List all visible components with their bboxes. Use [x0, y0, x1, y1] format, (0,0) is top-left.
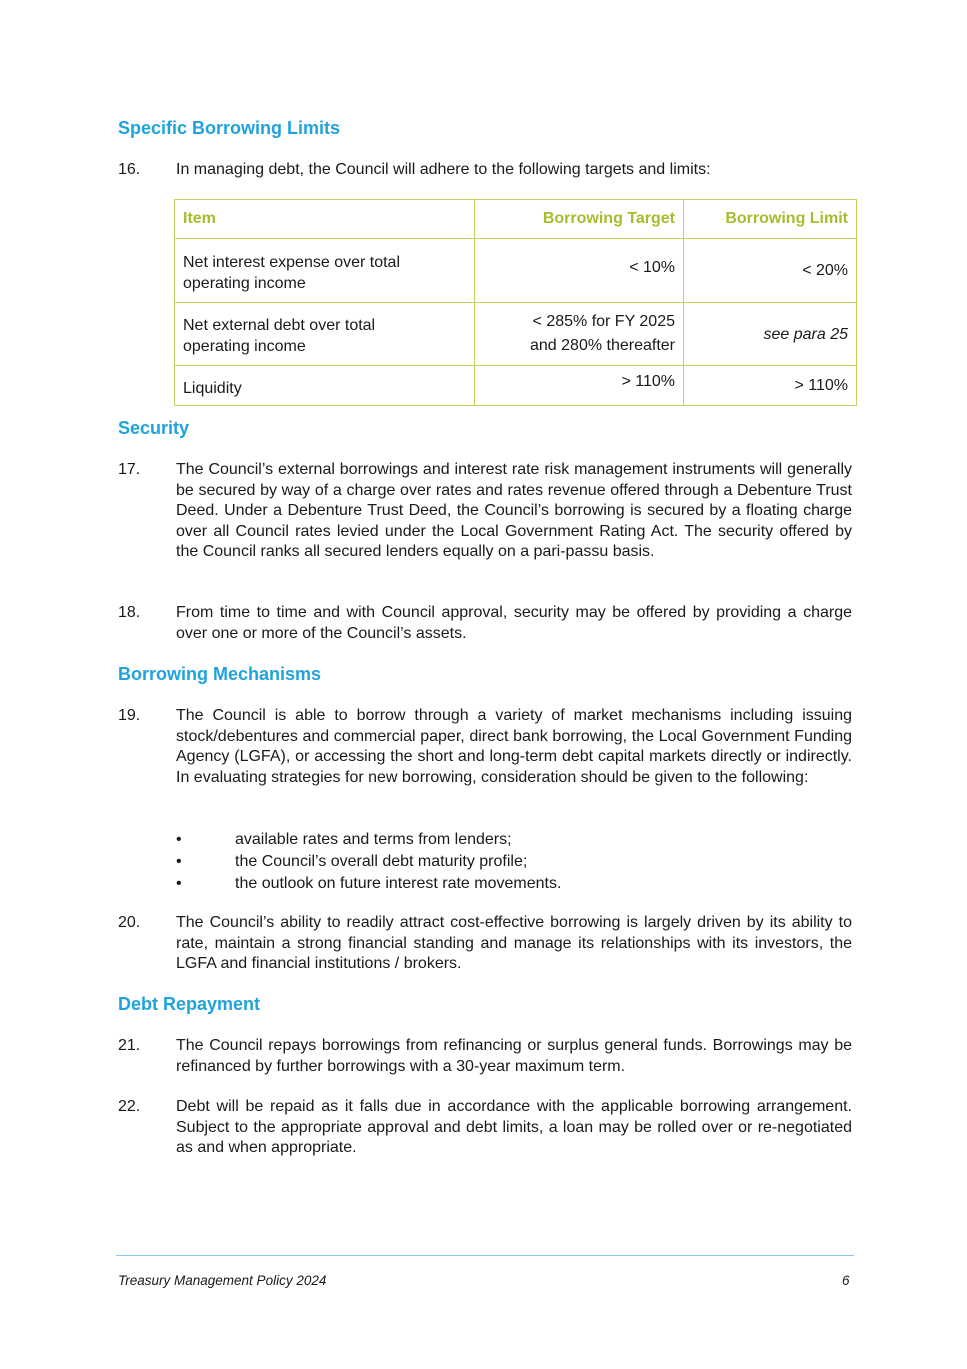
table-cell-item: Liquidity [175, 366, 475, 406]
table-cell-limit: > 110% [684, 366, 857, 406]
paragraph-21 [118, 1036, 852, 1078]
table-cell-limit: see para 25 [684, 303, 857, 366]
table-cell-limit: < 20% [684, 239, 857, 303]
bullet-icon: • [176, 853, 182, 870]
paragraph-text: The Council’s ability to readily attract cost-effective borrowing is largely driven by its ability to rate, maintain a strong financial standing and manage its relationships with its investors, the LGFA and financial institutions / brokers. [176, 914, 852, 973]
paragraph-text: The Council’s external borrowings and interest rate risk management instruments will generally be secured by way of a charge over rates and rates revenue offered through a Debenture Trust Deed. Under a Debenture Trust Deed, the Council’s borrowing is secured by a floating charge over all Council rates levied under the Local Government Rating Act. The security offered by the Council ranks all secured lenders equally on a pari-passu basis. [176, 461, 852, 561]
header-item: Item [175, 200, 475, 239]
table-header-row [175, 200, 857, 239]
paragraph-number: 18. [118, 604, 141, 621]
paragraph-number: 22. [118, 1098, 141, 1115]
paragraph-number: 17. [118, 461, 141, 478]
paragraph-22 [118, 1097, 852, 1161]
header-borrowing-limit: Borrowing Limit [684, 200, 857, 239]
bullet-icon: • [176, 875, 182, 892]
section-heading-security: Security [118, 418, 190, 438]
table-cell-item [175, 239, 475, 303]
table-row [175, 366, 857, 406]
target-text-line: < 285% for FY 2025 [532, 313, 675, 330]
paragraph-text: From time to time and with Council approval, security may be offered by providing a charge over one or more of the Council’s assets. [176, 604, 852, 642]
paragraph-text: In managing debt, the Council will adhere to the following targets and limits: [176, 161, 711, 178]
header-borrowing-target: Borrowing Target [475, 200, 684, 239]
item-text-line: operating income [183, 338, 306, 355]
table-cell-target [475, 303, 684, 366]
paragraph-number: 16. [118, 161, 141, 178]
table-row [175, 239, 857, 303]
paragraph-16 [118, 160, 852, 182]
bullet-text: available rates and terms from lenders; [235, 831, 512, 848]
table-cell-target: < 10% [475, 239, 684, 303]
paragraph-text: Debt will be repaid as it falls due in accordance with the applicable borrowing arrangement. Subject to the appropriate approval and debt limits, a loan may be rolled over or re-negotiated as and when appropriate. [176, 1098, 852, 1157]
section-heading-specific-borrowing-limits: Specific Borrowing Limits [118, 118, 341, 138]
table-cell-item [175, 303, 475, 366]
item-text-line: operating income [183, 274, 306, 292]
borrowing-limits-table [174, 199, 857, 406]
table-cell-target: > 110% [475, 366, 684, 406]
section-heading-borrowing-mechanisms: Borrowing Mechanisms [118, 664, 322, 684]
footer-document-title: Treasury Management Policy 2024 [118, 1273, 327, 1288]
item-text-line: Net external debt over total [183, 317, 376, 334]
footer-page-number: 6 [842, 1273, 850, 1288]
paragraph-17 [118, 460, 852, 584]
paragraph-20 [118, 913, 852, 977]
paragraph-number: 19. [118, 707, 141, 724]
paragraph-text: The Council repays borrowings from refinancing or surplus general funds. Borrowings may be refinanced by further borrowings with a 30-year maximum term. [176, 1037, 852, 1075]
paragraph-number: 21. [118, 1037, 141, 1054]
section-heading-debt-repayment: Debt Repayment [118, 994, 261, 1014]
paragraph-number: 20. [118, 914, 141, 931]
bullet-text: the Council’s overall debt maturity profile; [235, 853, 528, 870]
footer-divider [116, 1255, 854, 1256]
paragraph-18 [118, 603, 852, 645]
item-text-line: Net interest expense over total [183, 253, 401, 271]
table-row [175, 303, 857, 366]
paragraph-text: The Council is able to borrow through a variety of market mechanisms including issuing stock/debentures and commercial paper, direct bank borrowing, the Local Government Funding Agency (LGFA), or accessing the short and long-term debt capital markets directly or indirectly. In evaluating strategies for new borrowing, consideration should be given to the following: [176, 707, 852, 786]
bullet-text: the outlook on future interest rate movements. [235, 875, 562, 892]
target-text-line: and 280% thereafter [530, 337, 675, 354]
paragraph-19 [118, 706, 852, 810]
bullet-icon: • [176, 831, 182, 848]
